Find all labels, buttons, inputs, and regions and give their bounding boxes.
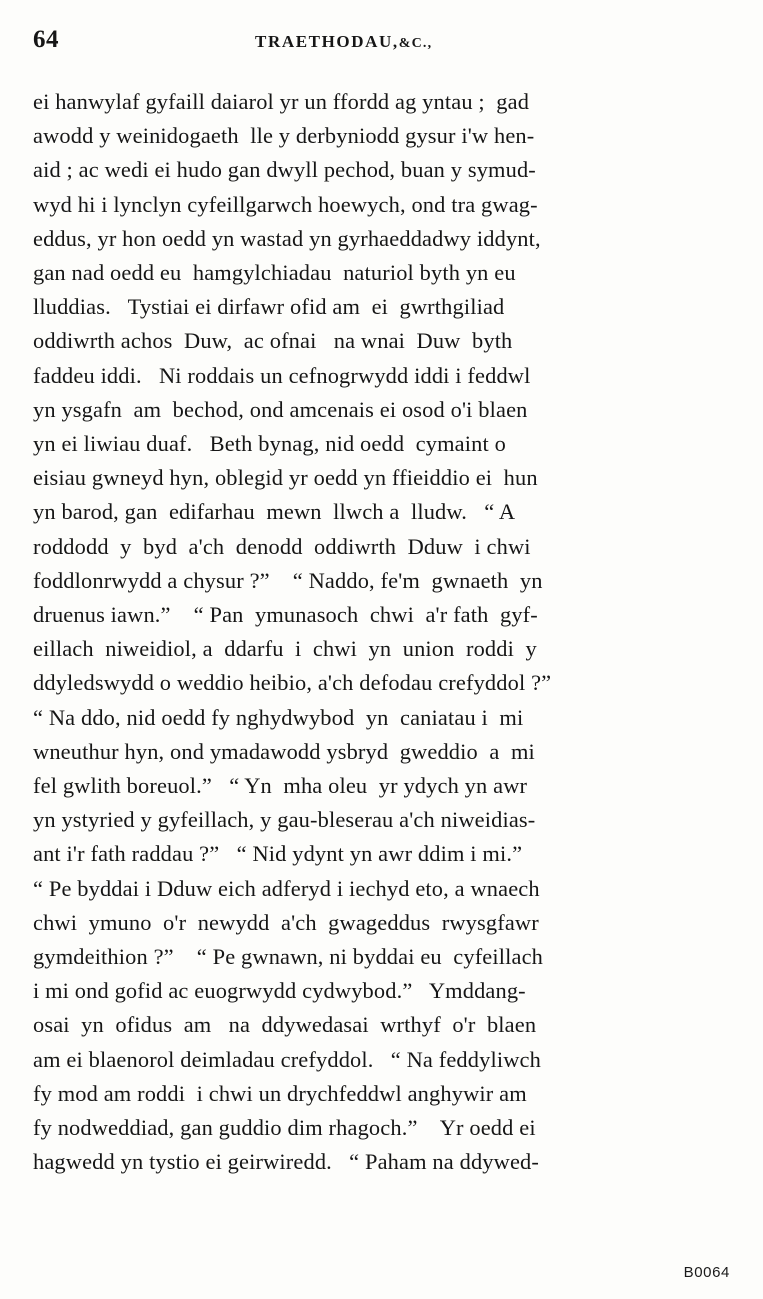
text-line: yn barod, gan edifarhau mewn llwch a lludw. “ A [33,499,516,525]
text-line: wneuthur hyn, ond ymadawodd ysbryd gweddio a mi [33,738,535,764]
page-identifier: B0064 [683,1264,730,1281]
text-line: gan nad oedd eu hamgylchiadau naturiol byth yn eu [33,260,516,286]
text-line: wyd hi i lynclyn cyfeillgarwch hoewych, ond tra gwag- [33,191,538,217]
text-line: ei hanwylaf gyfaill daiarol yr un ffordd ag yntau ; gad [33,89,530,114]
text-line: fel gwlith boreuol.” “ Yn mha oleu yr ydych yn awr [33,773,528,799]
text-line: faddeu iddi. Ni roddais un cefnogrwydd iddi i feddwl [33,362,531,388]
text-line: “ Na ddo, nid oedd fy nghydwybod yn caniatau i mi [33,704,524,730]
text-line: yn ei liwiau duaf. Beth bynag, nid oedd cymaint o [33,431,506,457]
text-line: yn ysgafn am bechod, ond amcenais ei osod o'i blaen [33,396,528,422]
text-line: yn ystyried y gyfeillach, y gau-bleserau a'ch niweidias- [33,807,536,833]
text-line: oddiwrth achos Duw, ac ofnai na wnai Duw byth [33,328,513,354]
text-line: ant i'r fath raddau ?” “ Nid ydynt yn awr ddim i mi.” [33,841,523,867]
text-line: ddyledswydd o weddio heibio, a'ch defodau crefyddol ?” [33,670,552,696]
running-head [0,26,763,60]
page-number: 64 [33,26,59,53]
text-line: lluddias. Tystiai ei dirfawr ofid am ei gwrthgiliad [33,294,505,320]
text-line: foddlonrwydd a chysur ?” “ Naddo, fe'm gwnaeth yn [33,567,543,593]
text-line: eillach niweidiol, a ddarfu i chwi yn union roddi y [33,636,537,662]
text-line: chwi ymuno o'r newydd a'ch gwageddus rwysgfawr [33,909,539,935]
text-line: fy mod am roddi i chwi un drychfeddwl anghywir am [33,1080,527,1106]
text-line: roddodd y byd a'ch denodd oddiwrth Dduw i chwi [33,533,531,559]
text-line: druenus iawn.” “ Pan ymunasoch chwi a'r fath gyf- [33,602,538,628]
text-line: am ei blaenorol deimladau crefyddol. “ Na feddyliwch [33,1046,541,1072]
text-line: “ Pe byddai i Dduw eich adferyd i iechyd eto, a wnaech [33,875,540,901]
text-line: fy nodweddiad, gan guddio dim rhagoch.” Yr oedd ei [33,1115,536,1141]
text-line: gymdeithion ?” “ Pe gwnawn, ni byddai eu cyfeillach [33,944,544,970]
text-line: eisiau gwneyd hyn, oblegid yr oedd yn ffieiddio ei hun [33,465,538,491]
text-line: eddus, yr hon oedd yn wastad yn gyrhaeddadwy iddynt, [33,225,541,251]
running-head-title-main: TRAETHODAU, [255,32,399,51]
text-line: osai yn ofidus am na ddywedasai wrthyf o'r blaen [33,1012,537,1038]
text-line: i mi ond gofid ac euogrwydd cydwybod.” Ymddang- [33,978,526,1004]
text-line: hagwedd yn tystio ei geirwiredd. “ Paham na ddywed- [33,1149,540,1175]
body-text [33,85,745,1180]
text-line: aid ; ac wedi ei hudo gan dwyll pechod, buan y symud- [33,157,536,183]
running-head-title-suffix: &C., [398,36,433,51]
text-line: awodd y weinidogaeth lle y derbyniodd gysur i'w hen- [33,123,535,149]
running-head-title [255,32,432,52]
